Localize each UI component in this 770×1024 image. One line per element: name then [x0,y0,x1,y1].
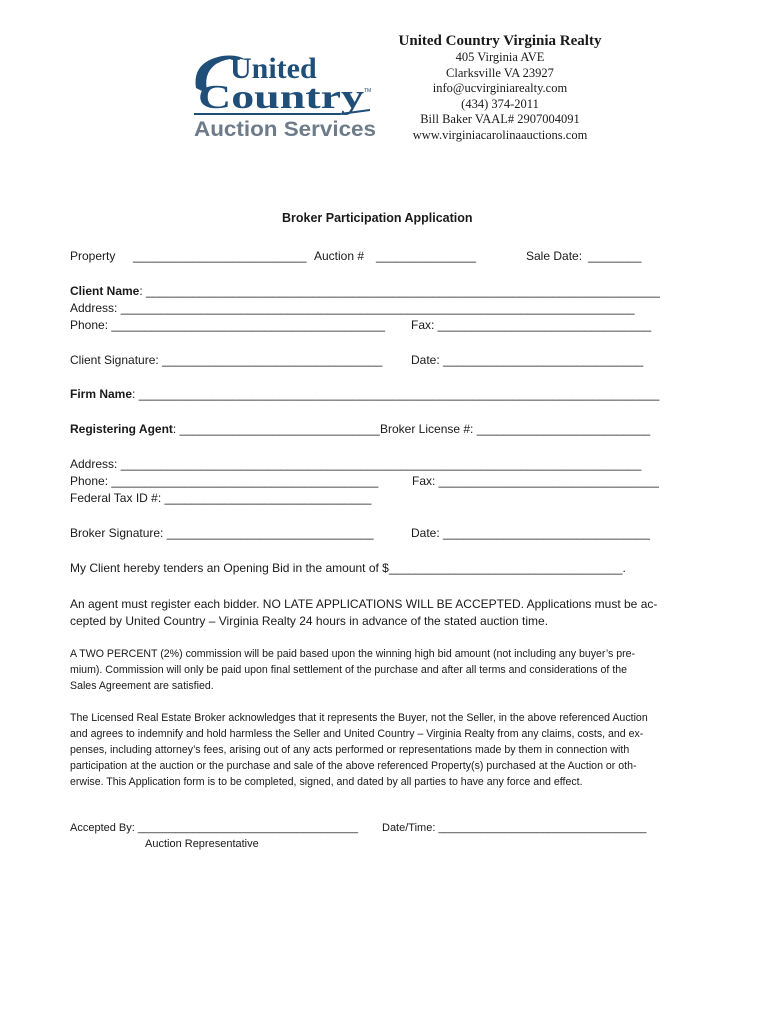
registering-agent-field[interactable]: : ______________________________ [172,422,380,436]
logo-line1: United [230,52,317,85]
client-name-label: Client Name [70,284,140,298]
firm-name-row[interactable] [70,387,659,402]
client-name-row[interactable] [70,284,660,299]
broker-phone-field[interactable]: Phone: ________________________________________ [70,474,379,488]
client-phone-field[interactable]: Phone: _________________________________________ [70,318,385,332]
registration-notice [70,596,695,629]
acknowledgment-line: participation at the auction or the purchase and sale of the above referenced Property(s) purchased at the Auction or oth- [70,760,637,772]
auction-representative-label: Auction Representative [145,838,259,850]
client-date-field[interactable]: Date: ______________________________ [411,353,644,367]
sale-date-label: Sale Date: [526,249,583,263]
acknowledgment-line: erwise. This Application form is to be completed, signed, and dated by all parties to have any force and effect. [70,776,583,788]
date-time-field[interactable]: Date/Time: __________________________________ [382,822,647,834]
registration-notice-line: cepted by United Country – Virginia Realty 24 hours in advance of the stated auction time. [70,613,549,628]
sale-date-field[interactable]: ________ [588,249,642,263]
firm-name-field[interactable]: : ______________________________________________________________________________ [132,387,660,401]
company-phone: (434) 374-2011 [461,96,539,111]
registering-agent-row[interactable] [70,422,380,437]
federal-tax-id-field[interactable]: Federal Tax ID #: _______________________________ [70,491,372,505]
united-country-logo [190,48,390,144]
acknowledgment-line: and agrees to indemnify and hold harmless the Seller and United Country – Virginia Realty from any claims, costs, and ex- [70,728,644,740]
company-website: www.virginiacarolinaauctions.com [412,127,588,142]
commission-paragraph [70,646,695,694]
commission-line: mium). Commission will only be paid upon final settlement of the purchase and after all terms and considerations of the [70,664,628,676]
commission-line: A TWO PERCENT (2%) commission will be paid based upon the winning high bid amount (not including any buyer’s pre- [70,648,636,660]
company-city: Clarksville VA 23927 [446,65,554,80]
form-title: Broker Participation Application [282,211,473,225]
firm-name-label: Firm Name [70,387,133,401]
accepted-by-field[interactable]: Accepted By: ____________________________________ [70,822,359,834]
company-email: info@ucvirginiarealty.com [432,81,568,95]
client-name-field[interactable]: : _____________________________________________________________________________ [139,284,660,298]
logo-line2: Country [198,79,364,116]
broker-date-field[interactable]: Date: _______________________________ [411,526,650,540]
broker-fax-field[interactable]: Fax: _________________________________ [412,474,659,488]
acknowledgment-line: penses, including attorney’s fees, arising out of any acts performed or representations made by them in connection with [70,744,630,756]
logo-line3: Auction Services [194,118,376,141]
broker-address-field[interactable]: Address: ______________________________________________________________________________ [70,457,642,471]
opening-bid-field[interactable]: My Client hereby tenders an Opening Bid in the amount of $___________________________________. [70,561,626,575]
client-fax-field[interactable]: Fax: ________________________________ [411,318,652,332]
company-address: 405 Virginia AVE [455,50,545,64]
registration-notice-line: An agent must register each bidder. NO LATE APPLICATIONS WILL BE ACCEPTED. Applications must be ac- [70,597,658,611]
company-name: United Country Virginia Realty [398,33,602,49]
client-signature-field[interactable]: Client Signature: _________________________________ [70,353,383,367]
company-agent: Bill Baker VAAL# 2907004091 [420,112,580,126]
company-header [380,32,620,143]
logo-tm: TM [364,88,372,94]
broker-acknowledgment [70,710,695,790]
auction-number-label: Auction # [314,249,365,263]
broker-license-field[interactable]: Broker License #: __________________________ [380,422,651,436]
client-address-field[interactable]: Address: _____________________________________________________________________________ [70,301,635,315]
property-field[interactable]: __________________________ [133,249,307,263]
commission-line: Sales Agreement are satisfied. [70,680,214,692]
registering-agent-label: Registering Agent [70,422,173,436]
property-label: Property [70,249,116,263]
acknowledgment-line: The Licensed Real Estate Broker acknowledges that it represents the Buyer, not the Seller, in the above referenced Auction [70,712,648,724]
broker-signature-field[interactable]: Broker Signature: _______________________________ [70,526,374,540]
auction-number-field[interactable]: _______________ [376,249,477,263]
